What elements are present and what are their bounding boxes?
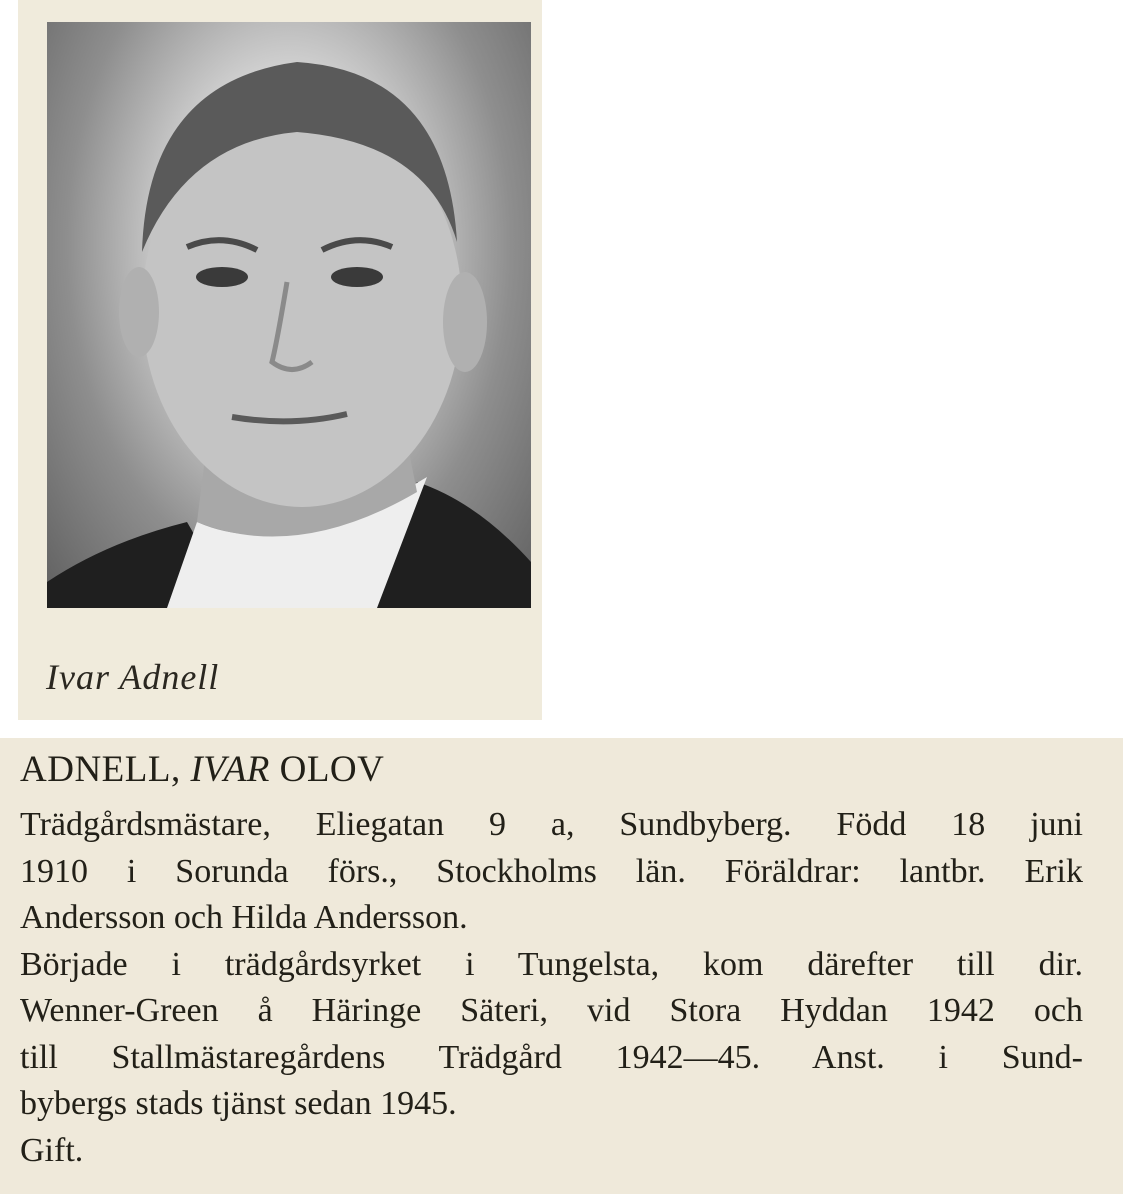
- portrait-illustration: [47, 22, 531, 608]
- entry-line: Började i trädgårdsyrket i Tungelsta, kom därefter till dir.: [20, 945, 1083, 983]
- entry-line: Gift.: [20, 1131, 84, 1169]
- photo-caption: Ivar Adnell: [46, 657, 220, 697]
- entry-middle-name: OLOV: [279, 749, 385, 790]
- entry-line: Trädgårdsmästare, Eliegatan 9 a, Sundbyberg. Född 18 juni: [20, 806, 1083, 843]
- photo-card: [18, 0, 542, 720]
- entry-surname: ADNELL,: [20, 749, 181, 790]
- entry-line: Andersson och Hilda Andersson.: [20, 899, 468, 936]
- entry-line: bybergs stads tjänst sedan 1945.: [20, 1085, 457, 1122]
- entry-line: 1910 i Sorunda förs., Stockholms län. Föräldrar: lantbr. Erik: [20, 852, 1083, 890]
- entry-heading: [20, 748, 384, 791]
- biography-entry: [0, 738, 1123, 1194]
- entry-line: Wenner-Green å Häringe Säteri, vid Stora Hyddan 1942 och: [20, 992, 1083, 1029]
- entry-line: till Stallmästaregårdens Trädgård 1942—45. Anst. i Sund-: [20, 1038, 1083, 1076]
- entry-given-name: IVAR: [190, 749, 270, 790]
- entry-body: [20, 802, 1083, 1174]
- portrait-photo: [47, 22, 531, 608]
